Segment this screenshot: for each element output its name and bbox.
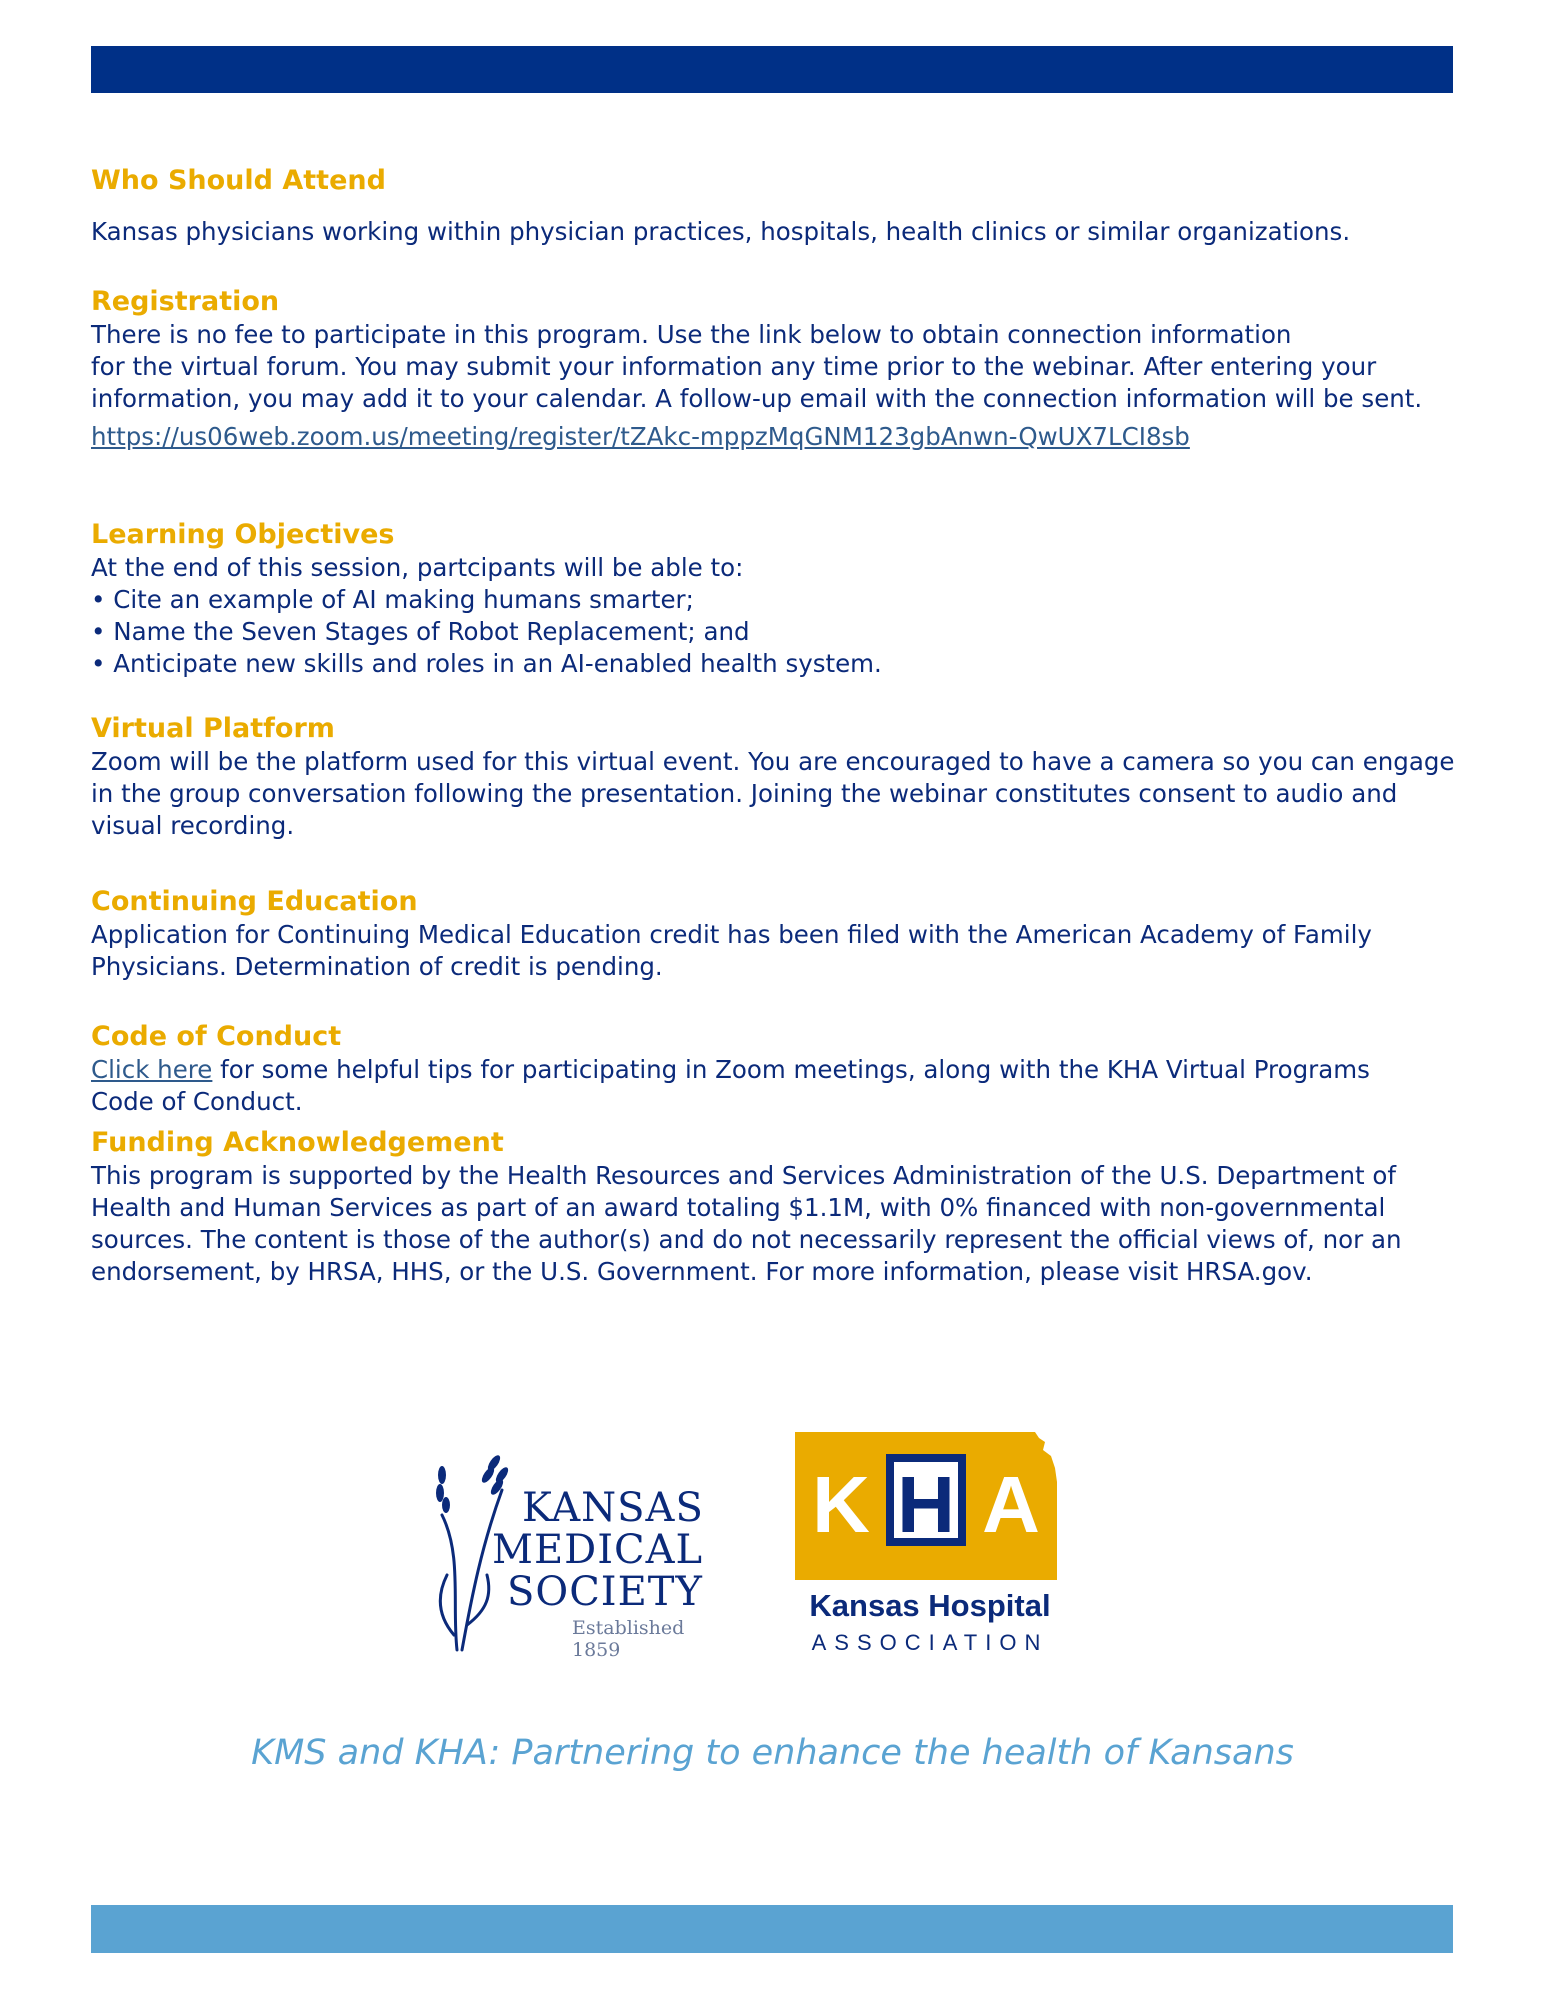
- tagline: KMS and KHA: Partnering to enhance the health of Kansans: [251, 1733, 1294, 1773]
- conduct-line-1-text: for some helpful tips for participating in Zoom meetings, along with the KHA Virtual Programs: [212, 1055, 1370, 1084]
- ce-heading: Continuing Education: [91, 886, 418, 917]
- registration-line-3: information, you may add it to your calendar. A follow-up email with the connection information will be sent.: [91, 384, 1423, 413]
- list-item: • Anticipate new skills and roles in an AI-enabled health system.: [91, 648, 1461, 680]
- who-heading: Who Should Attend: [91, 165, 386, 196]
- click-here-link[interactable]: Click here: [91, 1055, 213, 1084]
- section-who-should-attend: [91, 164, 1461, 248]
- kha-name: Kansas Hospital: [809, 1588, 1051, 1623]
- objectives-list: [91, 584, 1461, 680]
- section-code-of-conduct: [91, 1020, 1461, 1118]
- list-item: • Name the Seven Stages of Robot Replacement; and: [91, 616, 1461, 648]
- conduct-line-2: Code of Conduct.: [91, 1087, 303, 1116]
- kms-line-2: MEDICAL: [492, 1527, 704, 1573]
- kms-logo: [432, 1435, 732, 1661]
- section-learning-objectives: [91, 518, 1461, 680]
- objectives-heading: Learning Objectives: [91, 519, 395, 550]
- section-funding: [91, 1126, 1461, 1288]
- registration-line-2: for the virtual forum. You may submit your information any time prior to the webinar. After entering your: [91, 352, 1377, 381]
- who-text: Kansas physicians working within physician practices, hospitals, health clinics or similar organizations.: [91, 217, 1351, 246]
- platform-line-1: Zoom will be the platform used for this virtual event. You are encouraged to have a camera so you can engage: [91, 747, 1455, 776]
- funding-line-3: sources. The content is those of the author(s) and do not necessarily represent the official views of, nor an: [91, 1225, 1402, 1254]
- funding-line-2: Health and Human Services as part of an award totaling $1.1M, with 0% financed with non-governmental: [91, 1193, 1386, 1222]
- funding-line-1: This program is supported by the Health Resources and Services Administration of the U.S. Department of: [91, 1161, 1396, 1190]
- kha-letter-k: K: [812, 1460, 870, 1549]
- conduct-line-1: [91, 1054, 1461, 1086]
- kms-line-1: KANSAS: [522, 1485, 704, 1531]
- footer-bar: [91, 1905, 1453, 1953]
- kha-logo: [790, 1432, 1070, 1662]
- section-virtual-platform: [91, 712, 1461, 842]
- kha-letter-a: A: [982, 1460, 1040, 1549]
- kms-established: Established 1859: [572, 1617, 685, 1661]
- funding-line-4: endorsement, by HRSA, HHS, or the U.S. Government. For more information, please visit HRSA.gov.: [91, 1257, 1313, 1286]
- kha-letter-h: H: [897, 1460, 955, 1549]
- registration-link[interactable]: https://us06web.zoom.us/meeting/register/tZAkc-mppzMqGNM123gbAnwn-QwUX7LCI8sb: [91, 422, 1190, 451]
- ce-line-2: Physicians. Determination of credit is pending.: [91, 952, 663, 981]
- platform-heading: Virtual Platform: [91, 713, 335, 744]
- platform-line-2: in the group conversation following the presentation. Joining the webinar constitutes consent to audio and: [91, 779, 1398, 808]
- platform-line-3: visual recording.: [91, 811, 295, 840]
- section-registration: [91, 285, 1461, 453]
- registration-line-1: There is no fee to participate in this program. Use the link below to obtain connection information: [91, 320, 1292, 349]
- registration-heading: Registration: [91, 286, 280, 317]
- list-item: • Cite an example of AI making humans smarter;: [91, 584, 1461, 616]
- kms-line-3: SOCIETY: [507, 1569, 703, 1615]
- header-bar: [91, 46, 1453, 93]
- conduct-heading: Code of Conduct: [91, 1021, 342, 1052]
- objectives-intro: At the end of this session, partcipants will be able to:: [91, 553, 744, 582]
- kha-association: ASSOCIATION: [811, 1630, 1049, 1655]
- section-continuing-education: [91, 885, 1461, 983]
- ce-line-1: Application for Continuing Medical Education credit has been filed with the American Academy of Family: [91, 920, 1372, 949]
- kansas-state-shape: [795, 1432, 1063, 1580]
- funding-heading: Funding Acknowledgement: [91, 1127, 504, 1158]
